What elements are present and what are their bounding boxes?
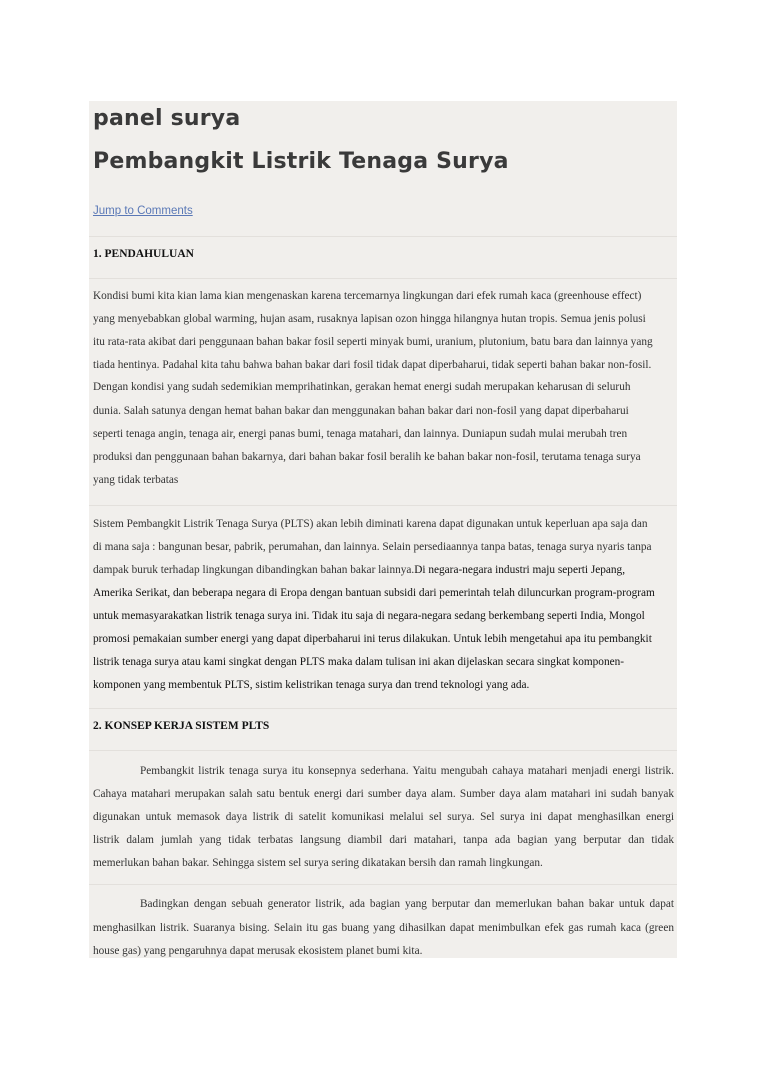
paragraph-line: memerlukan bahan bakar. Sehingga sistem sel surya sering dikatakan bersih dan ramah lingkungan. <box>93 857 543 869</box>
page-title: panel surya <box>93 106 241 131</box>
divider <box>89 278 677 279</box>
paragraph-line: di mana saja : bangunan besar, pabrik, perumahan, dan lainnya. Selain persediaannya tanpa batas, tenaga surya nyaris tanpa <box>93 541 652 553</box>
paragraph-line: listrik tenaga surya atau kami singkat dengan PLTS maka dalam tulisan ini akan dijelaskan secara singkat komponen- <box>93 656 625 668</box>
paragraph-line: menghasilkan listrik. Suaranya bising. Selain itu gas buang yang dihasilkan dapat menimbulkan efek gas rumah kaca (green <box>93 922 674 934</box>
paragraph-line: Sistem Pembangkit Listrik Tenaga Surya (PLTS) akan lebih diminati karena dapat digunakan untuk keperluan apa saja dan <box>93 518 648 530</box>
paragraph-line: itu rata-rata akibat dari penggunaan bahan bakar fosil seperti minyak bumi, uranium, plutonium, batu bara dan lainnya yang <box>93 336 653 348</box>
paragraph-line: Badingkan dengan sebuah generator listrik, ada bagian yang berputar dan memerlukan bahan bakar untuk dapat <box>140 898 674 910</box>
jump-to-comments-link[interactable]: Jump to Comments <box>93 205 193 217</box>
paragraph-line: Amerika Serikat, dan beberapa negara di Eropa dengan bantuan subsidi dari pemerintah telah diluncurkan program-program <box>93 587 655 599</box>
paragraph-segment: Di negara-negara industri maju seperti Jepang, <box>414 564 626 576</box>
paragraph-line: house gas) yang pengaruhnya dapat merusak ekosistem planet bumi kita. <box>93 945 423 957</box>
paragraph-line: promosi pemakaian sumber energi yang dapat diperbaharui ini terus dilakukan. Untuk lebih mengetahui apa itu pembangkit <box>93 633 652 645</box>
paragraph-line: listrik dalam jumlah yang tidak terbatas langsung diambil dari matahari, tanpa ada bagian yang berputar dan tidak <box>93 834 674 846</box>
paragraph-line <box>93 564 625 576</box>
paragraph-line: Cahaya matahari merupakan salah satu bentuk energi dari sumber daya alam. Sumber daya alam matahari ini sudah banyak <box>93 788 674 800</box>
section-heading-pendahuluan: 1. PENDAHULUAN <box>93 248 194 260</box>
paragraph-line: dunia. Salah satunya dengan hemat bahan bakar dan menggunakan bahan bakar dari non-fosil yang dapat diperbaharui <box>93 405 629 417</box>
paragraph-line: untuk memasyarakatkan listrik tenaga surya ini. Tidak itu saja di negara-negara sedang berkembang seperti India, Mongol <box>93 610 645 622</box>
paragraph-line: Dengan kondisi yang sudah sedemikian memprihatinkan, gerakan hemat energi sudah merupakan keharusan di seluruh <box>93 381 631 393</box>
paragraph-line: komponen yang membentuk PLTS, sistim kelistrikan tenaga surya dan trend teknologi yang ada. <box>93 679 530 691</box>
paragraph-line: digunakan untuk memasok daya listrik di satelit komunikasi melalui sel surya. Sel surya ini dapat menghasilkan energi <box>93 811 674 823</box>
divider <box>89 505 677 506</box>
divider <box>89 750 677 751</box>
paragraph-line: yang tidak terbatas <box>93 474 179 486</box>
paragraph-line: yang menyebabkan global warming, hujan asam, rusaknya lapisan ozon hingga hilangnya hutan tropis. Semua jenis polusi <box>93 313 646 325</box>
paragraph-segment: dampak buruk terhadap lingkungan dibandingkan bahan bakar lainnya. <box>93 564 415 576</box>
divider <box>89 708 677 709</box>
article-title: Pembangkit Listrik Tenaga Surya <box>93 149 509 174</box>
paragraph-line: Kondisi bumi kita kian lama kian mengenaskan karena tercemarnya lingkungan dari efek rumah kaca (greenhouse effect) <box>93 290 642 302</box>
divider <box>89 884 677 885</box>
paragraph-line: Pembangkit listrik tenaga surya itu konsepnya sederhana. Yaitu mengubah cahaya matahari menjadi energi listrik. <box>140 765 674 777</box>
paragraph-line: tiada hentinya. Padahal kita tahu bahwa bahan bakar dari fosil tidak dapat diperbaharui, tidak seperti bahan bakar non-fosil. <box>93 359 652 371</box>
divider <box>89 236 677 237</box>
paragraph-line: produksi dan penggunaan bahan bakarnya, dari bahan bakar fosil beralih ke bahan bakar non-fosil, terutama tenaga surya <box>93 451 641 463</box>
section-heading-konsep-kerja: 2. KONSEP KERJA SISTEM PLTS <box>93 720 270 732</box>
paragraph-line: seperti tenaga angin, tenaga air, energi panas bumi, tenaga matahari, dan lainnya. Duniapun sudah mulai merubah tren <box>93 428 628 440</box>
